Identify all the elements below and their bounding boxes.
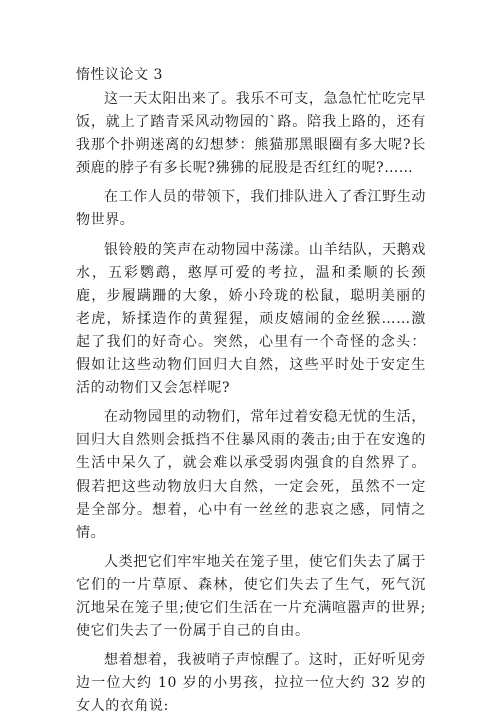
paragraph: 这一天太阳出来了。我乐不可支，急急忙忙吃完早饭，就上了踏青采风动物园的`路。陪我上路的，还有我那个扑朔迷离的幻想梦：熊猫那黑眼圈有多大呢?长颈鹿的脖子有多长呢?狒狒的屁股是否红红的呢?…… bbox=[76, 91, 426, 177]
document-title: 惰性议论文 3 bbox=[76, 67, 163, 83]
paragraph: 人类把它们牢牢地关在笼子里，使它们失去了属于它们的一片草原、森林，使它们失去了生气，死气沉沉地呆在笼子里;使它们生活在一片充满喧嚣声的世界;使它们失去了一份属于自己的自由。 bbox=[76, 553, 426, 640]
document-body bbox=[76, 88, 426, 724]
paragraph: 在动物园里的动物们，常年过着安稳无忧的生活，回归大自然则会抵挡不住暴风雨的袭击;由于在安逸的生活中呆久了，就会难以承受弱肉强食的自然界了。假若把这些动物放归大自然，一定会死，虽然不一定是全部分。想着，心中有一丝丝的悲哀之感，同情之情。 bbox=[76, 409, 426, 541]
paragraph: 银铃般的笑声在动物园中荡漾。山羊结队，天鹅戏水，五彩鹦鹉，憨厚可爱的考拉，温和柔顺的长颈鹿，步履蹒跚的大象，娇小玲珑的松鼠，聪明美丽的老虎，矫揉造作的黄猩猩，顽皮嬉闹的金丝猴……激起了我们的好奇心。突然，心里有一个奇怪的念头：假如让这些动物们回归大自然，这些平时处于安定生活的动物们又会怎样呢? bbox=[76, 241, 426, 397]
paragraph: 想着想着，我被哨子声惊醒了。这时，正好听见旁边一位大约 10 岁的小男孩，拉拉一位大约 32 岁的女人的衣角说: bbox=[76, 652, 426, 715]
paragraph: 在工作人员的带领下，我们排队进入了香江野生动物世界。 bbox=[76, 189, 426, 229]
